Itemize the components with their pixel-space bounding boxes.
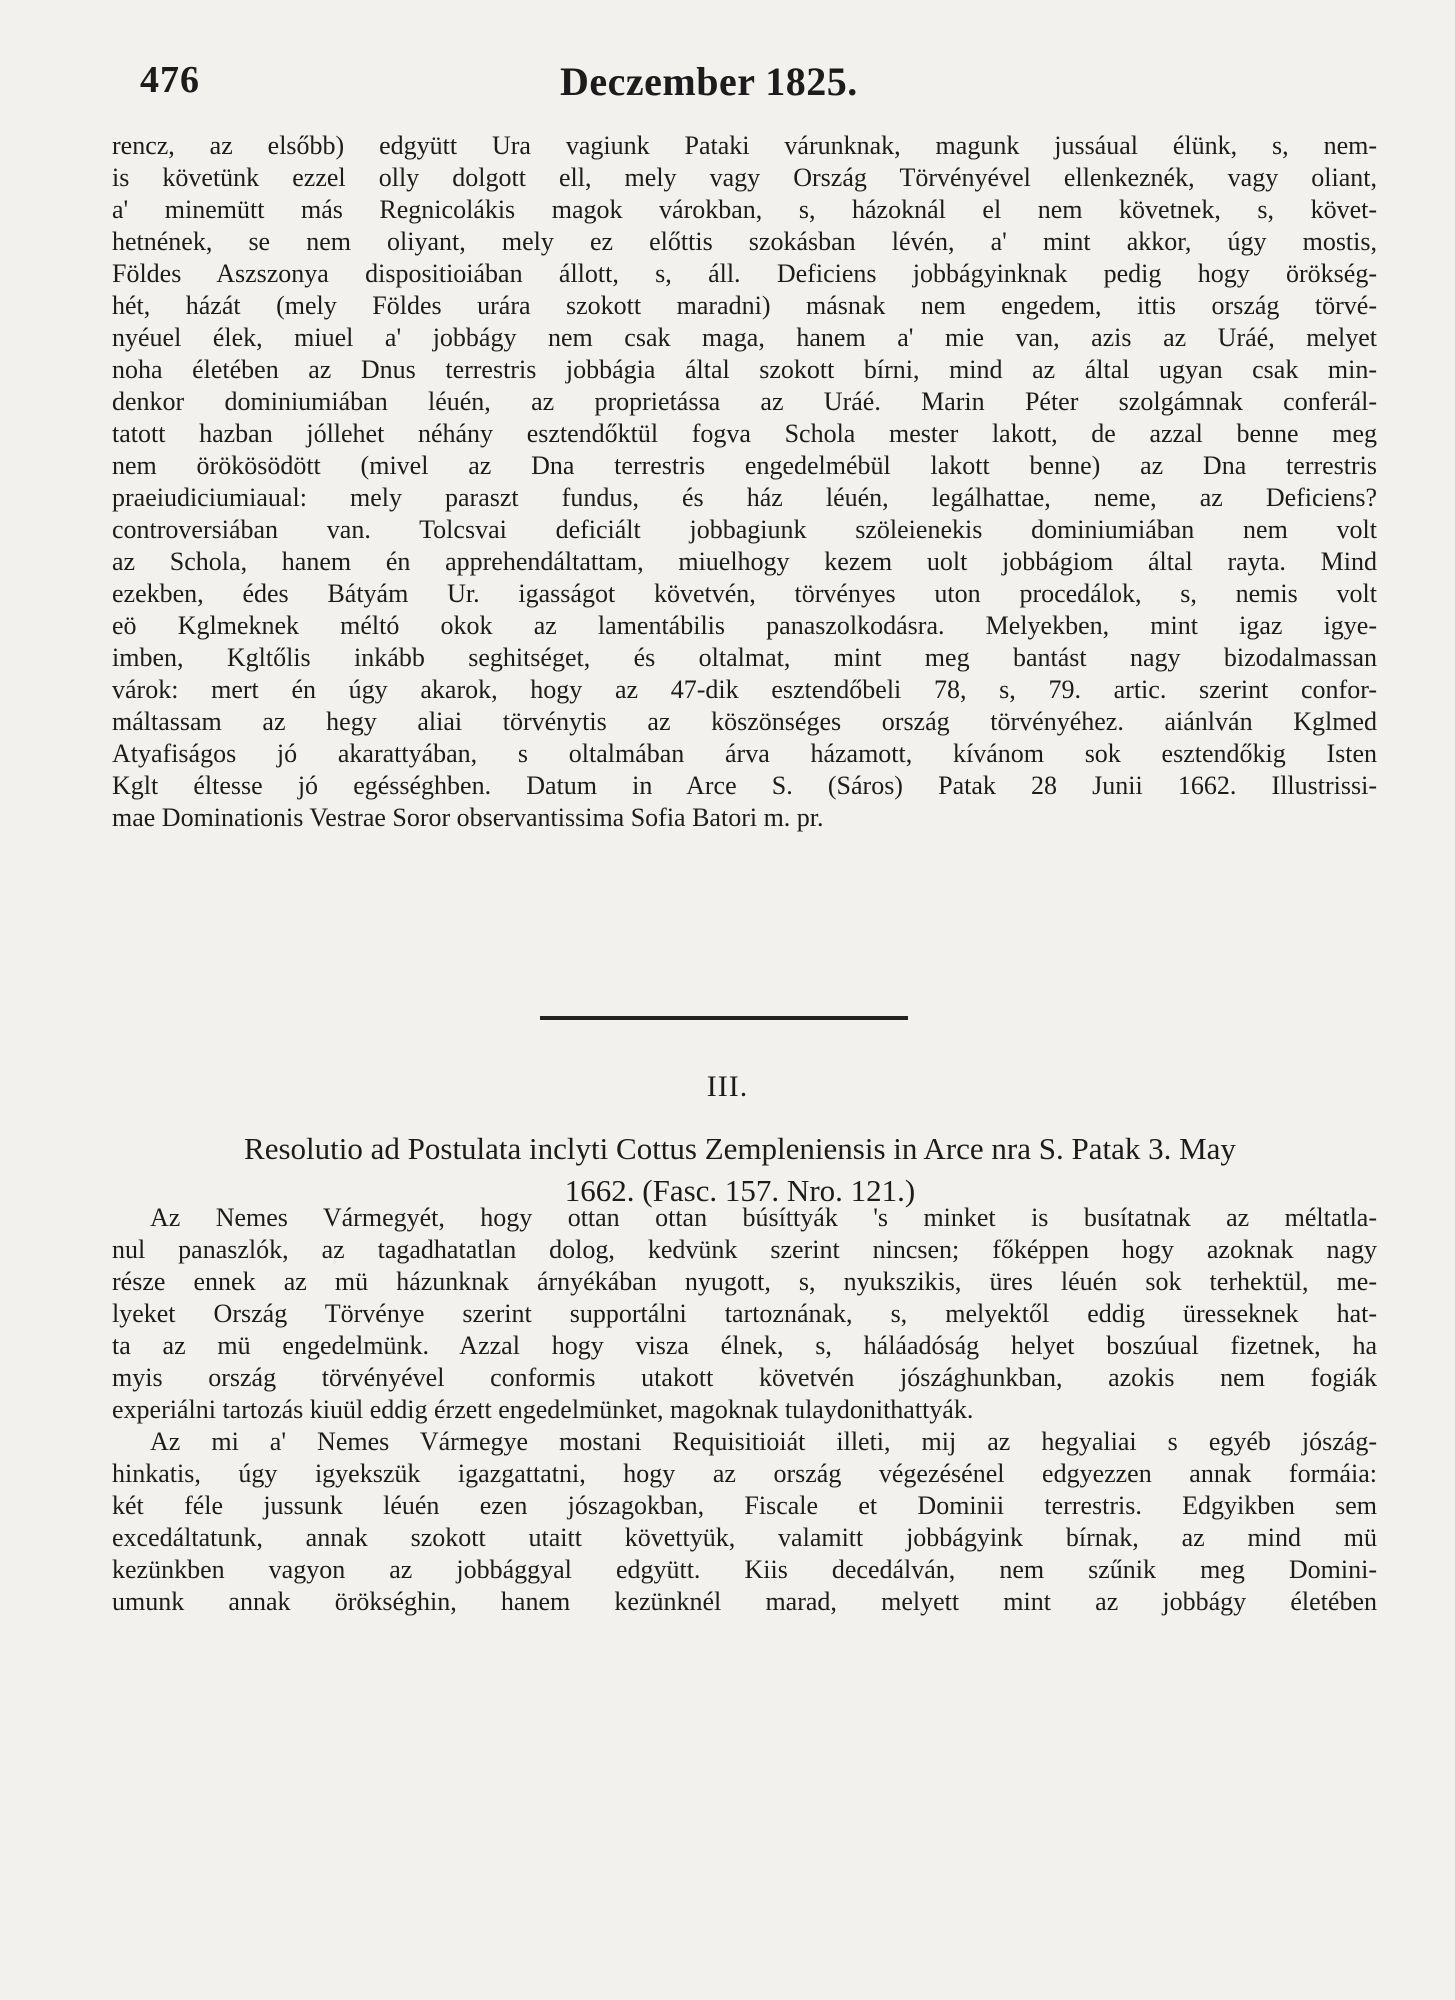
text-line: kezünkben vagyon az jobbággyal edgyütt. Kiis decedálván, nem szűnik meg Domini-	[112, 1555, 1377, 1584]
letter-text	[112, 130, 1377, 834]
text-line: Kglt éltesse jó egésséghben. Datum in Arce S. (Sáros) Patak 28 Junii 1662. Illustrissi-	[112, 771, 1377, 800]
text-line: nul panaszlók, az tagadhatatlan dolog, kedvünk szerint nincsen; főképpen hogy azoknak nagy	[112, 1235, 1377, 1264]
text-line: imben, Kgltőlis inkább seghitséget, és oltalmat, mint meg bantást nagy bizodalmassan	[112, 643, 1377, 672]
text-line: myis ország törvényével conformis utakott követvén jószághunkban, azokis nem fogiák	[112, 1363, 1377, 1392]
text-line: Az Nemes Vármegyét, hogy ottan ottan búsíttyák 's minket is busítatnak az méltatla-	[150, 1203, 1377, 1232]
text-line: máltassam az hegy aliai törvénytis az köszönséges ország törvényéhez. aiánlván Kglmed	[112, 707, 1377, 736]
text-line: mae Dominationis Vestrae Soror observantissima Sofia Batori m. pr.	[112, 803, 824, 832]
running-title: Deczember 1825.	[560, 59, 858, 104]
text-line: denkor dominiumiában léuén, az proprietássa az Uráé. Marin Péter szolgámnak conferál-	[112, 387, 1377, 416]
text-line: experiálni tartozás kiuül eddig érzett engedelmünket, magoknak tulaydonithattyák.	[112, 1395, 974, 1424]
text-line: a' minemütt más Regnicolákis magok várokban, s, házoknál el nem követnek, s, követ-	[112, 195, 1377, 224]
text-line: Földes Aszszonya dispositioiában állott, s, áll. Deficiens jobbágyinknak pedig hogy örökség-	[112, 259, 1377, 288]
text-line: praeiudiciumiaual: mely paraszt fundus, és ház léuén, legálhattae, neme, az Deficiens?	[112, 483, 1377, 512]
text-line: excedáltatunk, annak szokott utaitt követtyük, valamitt jobbágyink bírnak, az mind mü	[112, 1523, 1377, 1552]
text-line: hinkatis, úgy igyekszük igazgattatni, hogy az ország végezésénel edgyezzen annak formáia:	[112, 1459, 1377, 1488]
text-line: controversiában van. Tolcsvai deficiált jobbagiunk szöleienekis dominiumiában nem volt	[112, 515, 1377, 544]
section-title-line: Resolutio ad Postulata inclyti Cottus Zempleniensis in Arce nra S. Patak 3. May	[244, 1131, 1236, 1166]
text-line: Atyafiságos jó akarattyában, s oltalmában árva házamott, kívánom sok esztendőkig Isten	[112, 739, 1377, 768]
page-number: 476	[140, 59, 200, 101]
text-line: két féle jussunk léuén ezen jószagokban, Fiscale et Dominii terrestris. Edgyikben sem	[112, 1491, 1377, 1520]
text-line: ezekben, édes Bátyám Ur. igasságot követvén, törvényes uton procedálok, s, nemis volt	[112, 579, 1377, 608]
text-line: eö Kglmeknek méltó okok az lamentábilis panaszolkodásra. Melyekben, mint igaz igye-	[112, 611, 1377, 640]
text-line: tatott hazban jóllehet néhány esztendőktül fogva Schola mester lakott, de azzal benne meg	[112, 419, 1377, 448]
text-line: várok: mert én úgy akarok, hogy az 47-dik esztendőbeli 78, s, 79. artic. szerint confor-	[112, 675, 1377, 704]
section-number: III.	[706, 1070, 749, 1103]
text-line: az Schola, hanem én apprehendáltattam, miuelhogy kezem uolt jobbágiom által rayta. Mind	[112, 547, 1377, 576]
text-line: nem örökösödött (mivel az Dna terrestris engedelmébül lakott benne) az Dna terrestris	[112, 451, 1377, 480]
text-line: is követünk ezzel olly dolgott ell, mely vagy Ország Törvényével ellenkeznék, vagy oliant,	[112, 163, 1377, 192]
text-line: noha életében az Dnus terrestris jobbágia által szokott bírni, mind az által ugyan csak min-	[112, 355, 1377, 384]
text-line: ta az mü engedelmünk. Azzal hogy visza élnek, s, háláadóság helyet boszúual fizetnek, ha	[112, 1331, 1377, 1360]
text-line: Az mi a' Nemes Vármegye mostani Requisitioiát illeti, mij az hegyaliai s egyéb jószág-	[150, 1427, 1377, 1456]
text-line: lyeket Ország Törvénye szerint supportálni tartoznának, s, melyektől eddig üresseknek hat-	[112, 1299, 1377, 1328]
section-divider	[540, 1016, 908, 1020]
section-title	[150, 1128, 1330, 1212]
page-header	[140, 58, 1340, 108]
text-line: nyéuel élek, miuel a' jobbágy nem csak maga, hanem a' mie van, azis az Uráé, melyet	[112, 323, 1377, 352]
text-line: része ennek az mü házunknak árnyékában nyugott, s, nyukszikis, üres léuén sok terhektül, me-	[112, 1267, 1377, 1296]
text-line: umunk annak örökséghin, hanem kezünknél marad, melyett mint az jobbágy életében	[112, 1587, 1377, 1616]
section-title-line: 1662. (Fasc. 157. Nro. 121.)	[564, 1173, 916, 1208]
text-line: rencz, az elsőbb) edgyütt Ura vagiunk Pataki várunknak, magunk jussáual élünk, s, nem-	[112, 131, 1377, 160]
text-line: hét, házát (mely Földes urára szokott maradni) másnak nem engedem, ittis ország törvé-	[112, 291, 1377, 320]
resolution-text	[112, 1202, 1377, 1618]
text-line: hetnének, se nem oliyant, mely ez előttis szokásban lévén, a' mint akkor, úgy mostis,	[112, 227, 1377, 256]
